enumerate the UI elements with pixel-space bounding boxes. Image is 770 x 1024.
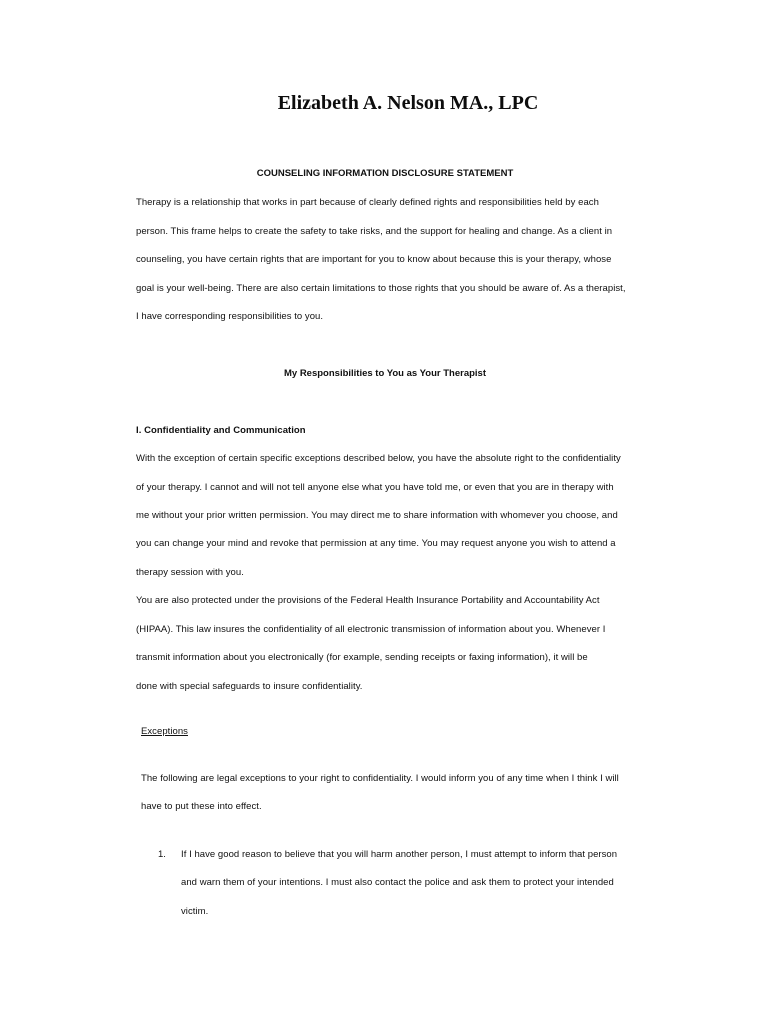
document-heading: COUNSELING INFORMATION DISCLOSURE STATEMENT [256, 168, 514, 179]
list-item-line: and warn them of your intentions. I must also contact the police and ask them to protect your intended [181, 877, 614, 888]
exceptions-line: have to put these into effect. [141, 801, 262, 812]
intro-line: counseling, you have certain rights that are important for you to know about because this is your therapy, whose [136, 254, 612, 265]
intro-line: goal is your well-being. There are also certain limitations to those rights that you should be aware of. As a therapist, [136, 283, 626, 294]
list-number: 1. [158, 849, 166, 860]
confidentiality-line: transmit information about you electronically (for example, sending receipts or faxing information), it will be [136, 652, 588, 663]
confidentiality-line: me without your prior written permission. You may direct me to share information with whomever you choose, and [136, 510, 618, 521]
intro-line: Therapy is a relationship that works in part because of clearly defined rights and responsibilities held by each [136, 197, 599, 208]
confidentiality-line: of your therapy. I cannot and will not tell anyone else what you have told me, or even that you are in therapy with [136, 482, 614, 493]
confidentiality-line: (HIPAA). This law insures the confidentiality of all electronic transmission of information about you. Whenever I [136, 624, 606, 635]
list-item-line: victim. [181, 906, 209, 917]
intro-line: person. This frame helps to create the safety to take risks, and the support for healing and change. As a client in [136, 226, 613, 237]
intro-line: I have corresponding responsibilities to you. [136, 311, 324, 322]
subsection-heading: I. Confidentiality and Communication [136, 425, 306, 436]
section-heading: My Responsibilities to You as Your Therapist [283, 368, 486, 379]
exceptions-heading: Exceptions [141, 726, 188, 737]
confidentiality-line: With the exception of certain specific exceptions described below, you have the absolute right to the confidentiality [136, 453, 621, 464]
document-title: Elizabeth A. Nelson MA., LPC [277, 92, 539, 114]
confidentiality-line: you can change your mind and revoke that permission at any time. You may request anyone you wish to attend a [136, 538, 616, 549]
exceptions-line: The following are legal exceptions to your right to confidentiality. I would inform you of any time when I think I will [141, 773, 619, 784]
confidentiality-line: therapy session with you. [136, 567, 244, 578]
confidentiality-line: done with special safeguards to insure confidentiality. [136, 681, 363, 692]
list-item-line: If I have good reason to believe that you will harm another person, I must attempt to inform that person [181, 849, 618, 860]
confidentiality-line: You are also protected under the provisions of the Federal Health Insurance Portability and Accountability Act [136, 595, 600, 606]
